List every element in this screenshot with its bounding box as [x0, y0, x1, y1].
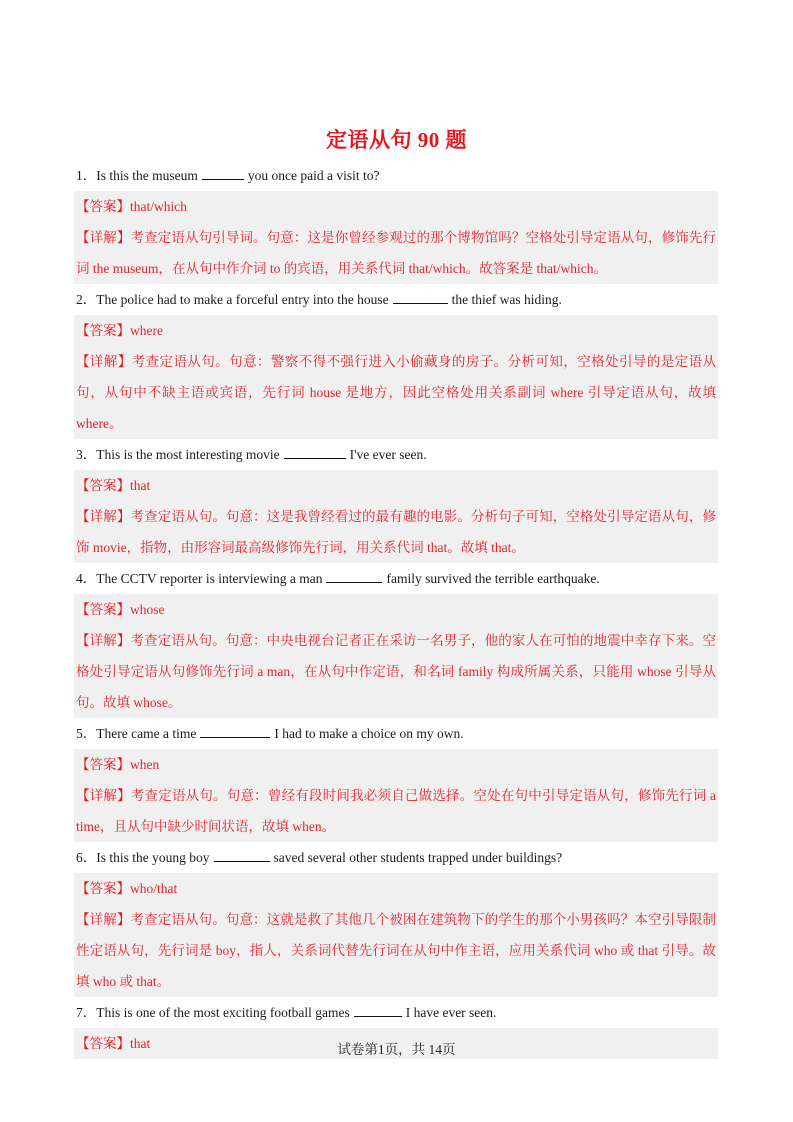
answer-label: 【答案】: [76, 1036, 130, 1051]
question-stem-before: Is this the museum: [96, 168, 198, 183]
answer-line: [76, 594, 718, 625]
answer-box: [74, 470, 718, 563]
page-footer: 试卷第1页，共 14页: [337, 1042, 456, 1057]
answer-value: that/which: [130, 199, 187, 214]
question-item: [74, 563, 718, 718]
answer-value: when: [130, 757, 160, 772]
explanation-body: 考查定语从句引导词。句意：这是你曾经参观过的那个博物馆吗？空格处引导定语从句，修饰先行词 the museum，在从句中作介词 to 的宾语，用关系代词 that/which。故答案是 that/which。: [76, 230, 717, 276]
page-title: 定语从句 90 题: [326, 128, 467, 152]
answer-line: [76, 470, 718, 501]
explanation-text: [76, 625, 718, 718]
question-stem-after: saved several other students trapped under buildings?: [273, 850, 563, 865]
explanation-label: 【详解】: [76, 788, 131, 803]
answer-label: 【答案】: [76, 199, 130, 214]
question-item: [74, 284, 718, 439]
question-item: [74, 718, 718, 842]
answer-value: where: [130, 323, 163, 338]
question-stem-after: family survived the terrible earthquake.: [386, 571, 600, 586]
answer-box: [74, 749, 718, 842]
question-stem-after: I have ever seen.: [405, 1005, 497, 1020]
explanation-label: 【详解】: [76, 912, 131, 927]
answer-value: that: [130, 478, 151, 493]
question-item: [74, 842, 718, 997]
question-text: [74, 718, 718, 749]
question-list: [74, 160, 718, 1059]
question-number: 1．: [76, 168, 97, 183]
explanation-body: 考查定语从句。句意：警察不得不强行进入小偷藏身的房子。分析可知，空格处引导的是定语从句，从句中不缺主语或宾语，先行词 house 是地方，因此空格处用关系副词 where 引导定语从句，故填 where。: [76, 354, 717, 431]
fill-in-blank: [393, 289, 448, 304]
question-number: 5．: [76, 726, 97, 741]
fill-in-blank: [354, 1002, 402, 1017]
explanation-text: [76, 222, 718, 284]
fill-in-blank: [214, 847, 270, 862]
fill-in-blank: [284, 444, 346, 459]
fill-in-blank: [326, 568, 382, 583]
explanation-text: [76, 501, 718, 563]
explanation-body: 考查定语从句。句意：这就是救了其他几个被困在建筑物下的学生的那个小男孩吗？本空引导限制性定语从句，先行词是 boy，指人，关系词代替先行词在从句中作主语，应用关系代词 who 或 that 引导。故填 who 或 that。: [76, 912, 717, 989]
question-text: [74, 284, 718, 315]
explanation-label: 【详解】: [76, 354, 132, 369]
explanation-text: [76, 346, 718, 439]
explanation-label: 【详解】: [76, 230, 131, 245]
answer-line: [76, 315, 718, 346]
question-stem-before: Is this the young boy: [96, 850, 210, 865]
answer-line: [76, 873, 718, 904]
question-text: [74, 842, 718, 873]
answer-value: whose: [130, 602, 165, 617]
question-stem-before: The police had to make a forceful entry into the house: [96, 292, 389, 307]
explanation-body: 考查定语从句。句意：中央电视台记者正在采访一名男子，他的家人在可怕的地震中幸存下来。空格处引导定语从句修饰先行词 a man，在从句中作定语，和名词 family 构成所属关系，只能用 whose 引导从句。故填 whose。: [76, 633, 717, 710]
answer-label: 【答案】: [76, 881, 130, 896]
answer-label: 【答案】: [76, 478, 130, 493]
question-text: [74, 997, 718, 1028]
question-stem-after: I had to make a choice on my own.: [274, 726, 464, 741]
question-number: 3．: [76, 447, 97, 462]
answer-line: [76, 749, 718, 780]
question-item: [74, 439, 718, 563]
question-item: [74, 160, 718, 284]
answer-box: [74, 315, 718, 439]
question-text: [74, 439, 718, 470]
explanation-label: 【详解】: [76, 633, 131, 648]
question-stem-after: the thief was hiding.: [451, 292, 562, 307]
explanation-label: 【详解】: [76, 509, 131, 524]
question-stem-before: There came a time: [96, 726, 197, 741]
answer-value: that: [130, 1036, 151, 1051]
answer-line: [76, 191, 718, 222]
explanation-body: 考查定语从句。句意：这是我曾经看过的最有趣的电影。分析句子可知，空格处引导定语从句，修饰 movie，指物，由形容词最高级修饰先行词，用关系代词 that。故填 that。: [76, 509, 717, 555]
answer-label: 【答案】: [76, 602, 130, 617]
fill-in-blank: [200, 723, 270, 738]
question-stem-after: you once paid a visit to?: [247, 168, 380, 183]
answer-label: 【答案】: [76, 323, 130, 338]
answer-value: who/that: [130, 881, 178, 896]
answer-box: [74, 594, 718, 718]
fill-in-blank: [202, 165, 244, 180]
answer-box: [74, 191, 718, 284]
question-stem-before: This is the most interesting movie: [96, 447, 280, 462]
question-number: 6．: [76, 850, 97, 865]
question-stem-before: The CCTV reporter is interviewing a man: [96, 571, 323, 586]
question-number: 7．: [76, 1005, 97, 1020]
question-text: [74, 563, 718, 594]
answer-box: [74, 873, 718, 997]
question-stem-after: I've ever seen.: [349, 447, 427, 462]
question-stem-before: This is one of the most exciting football games: [96, 1005, 350, 1020]
explanation-text: [76, 780, 718, 842]
answer-label: 【答案】: [76, 757, 130, 772]
explanation-text: [76, 904, 718, 997]
explanation-body: 考查定语从句。句意：曾经有段时间我必须自己做选择。空处在句中引导定语从句，修饰先行词 a time，且从句中缺少时间状语，故填 when。: [76, 788, 716, 834]
question-number: 2．: [76, 292, 97, 307]
question-number: 4．: [76, 571, 97, 586]
question-text: [74, 160, 718, 191]
